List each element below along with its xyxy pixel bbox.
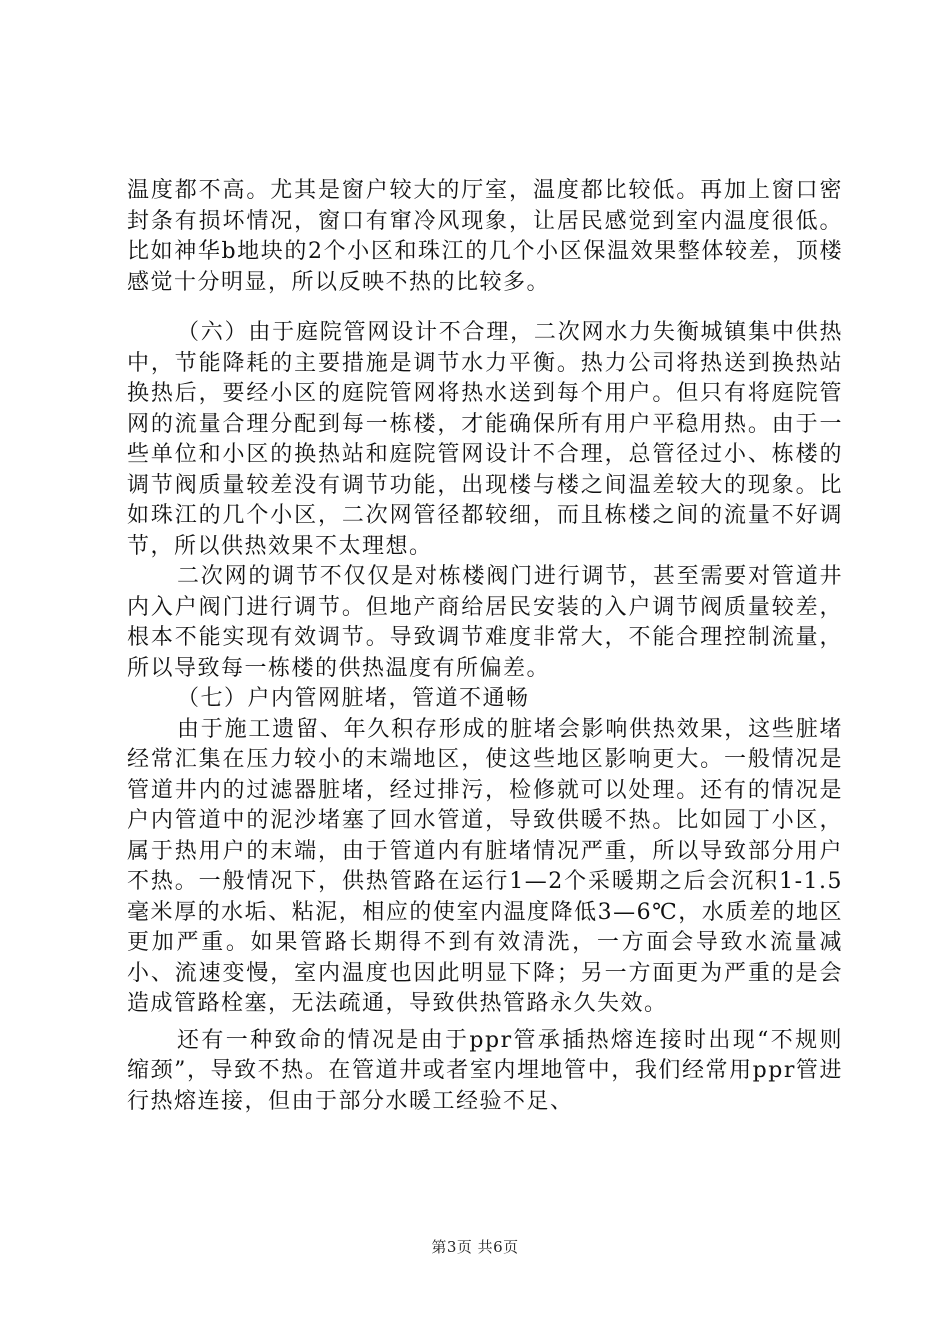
paragraph-blockage: 由于施工遗留、年久积存形成的脏堵会影响供热效果，这些脏堵经常汇集在压力较小的末端地区，使这些地区影响更大。一般情况是管道井内的过滤器脏堵，经过排污，检修就可以处理。还有的情况是户内管道中的泥沙堵塞了回水管道，导致供暖不热。比如园丁小区，属于热用户的末端，由于管道内有脏堵情况严重，所以导致部分用户不热。一般情况下，供热管路在运行1—2个采暖期之后会沉积1-1.5毫米厚的水垢、粘泥，相应的使室内温度降低3—6℃，水质差的地区更加严重。如果管路长期得不到有效清洗，一方面会导致水流量减小、流速变慢，室内温度也因此明显下降；另一方面更为严重的是会造成管路栓塞，无法疏通，导致供热管路永久失效。 <box>127 716 843 1016</box>
page-number-footer: 第3页 共6页 <box>431 1238 519 1256</box>
section-heading-seven: （七）户内管网脏堵，管道不通畅 <box>177 686 530 711</box>
document-body <box>127 176 843 1117</box>
paragraph-secondary-network: 二次网的调节不仅仅是对栋楼阀门进行调节，甚至需要对管道井内入户阀门进行调节。但地产商给居民安装的入户调节阀质量较差，根本不能实现有效调节。导致调节难度非常大，不能合理控制流量，所以导致每一栋楼的供热温度有所偏差。 <box>127 564 843 681</box>
paragraph-spacer <box>127 298 843 318</box>
paragraph-section-six: （六）由于庭院管网设计不合理，二次网水力失衡城镇集中供热中，节能降耗的主要措施是调节水力平衡。热力公司将热送到换热站换热后，要经小区的庭院管网将热水送到每个用户。但只有将庭院管网的流量合理分配到每一栋楼，才能确保所有用户平稳用热。由于一些单位和小区的换热站和庭院管网设计不合理，总管径过小、栋楼的调节阀质量较差没有调节功能，出现楼与楼之间温差较大的现象。比如珠江的几个小区，二次网管径都较细，而且栋楼之间的流量不好调节，所以供热效果不太理想。 <box>127 320 843 559</box>
paragraph-continued: 温度都不高。尤其是窗户较大的厅室，温度都比较低。再加上窗口密封条有损坏情况，窗口有窜冷风现象，让居民感觉到室内温度很低。比如神华b地块的2个小区和珠江的几个小区保温效果整体较差，顶楼感觉十分明显，所以反映不热的比较多。 <box>127 178 843 295</box>
paragraph-ppr-pipe: 还有一种致命的情况是由于ppr管承插热熔连接时出现“不规则缩颈”，导致不热。在管道井或者室内埋地管中，我们经常用ppr管进行热熔连接，但由于部分水暖工经验不足、 <box>127 1027 843 1114</box>
